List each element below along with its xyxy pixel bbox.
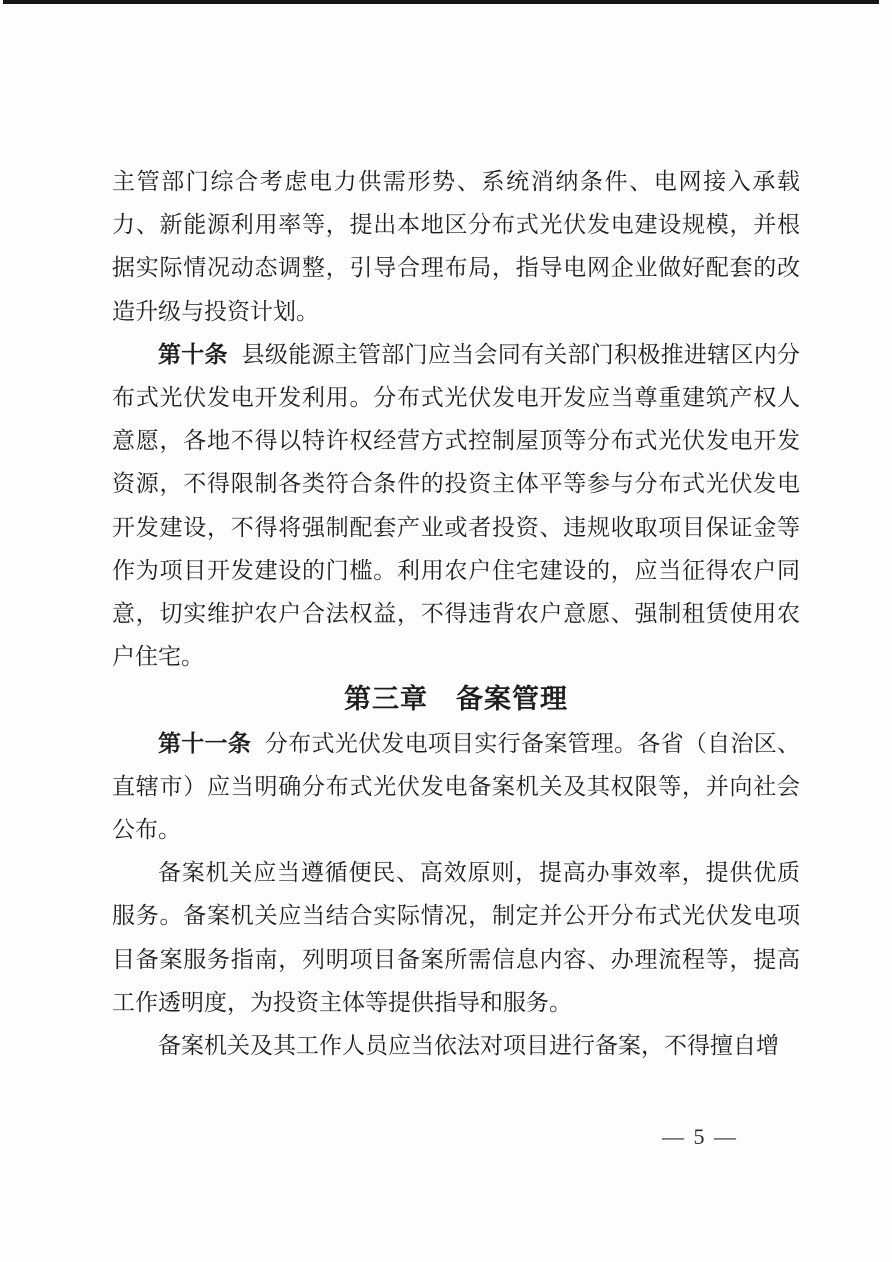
scan-edge-rule: [3, 0, 879, 4]
article-11-number: 第十一条: [158, 730, 252, 756]
article-11-text: 分布式光伏发电项目实行备案管理。各省（自治区、直辖市）应当明确分布式光伏发电备案机关及其权限等，并向社会公布。: [112, 730, 801, 843]
paragraph-continuation: 主管部门综合考虑电力供需形势、系统消纳条件、电网接入承载力、新能源利用率等，提出本地区分布式光伏发电建设规模，并根据实际情况动态调整，引导合理布局，指导电网企业做好配套的改造升级与投资计划。: [112, 169, 800, 324]
article-10-text: 县级能源主管部门应当会同有关部门积极推进辖区内分布式光伏发电开发利用。分布式光伏发电开发应当尊重建筑产权人意愿，各地不得以特许权经营方式控制屋顶等分布式光伏发电开发资源，不得限制各类符合条件的投资主体平等参与分布式光伏发电开发建设，不得将强制配套产业或者投资、违规收取项目保证金等作为项目开发建设的门槛。利用农户住宅建设的，应当征得农户同意，切实维护农户合法权益，不得违背农户意愿、强制租赁使用农户住宅。: [112, 341, 801, 670]
article-10-number: 第十条: [158, 341, 228, 367]
paragraph-article-11: [112, 722, 800, 852]
page-number: — 5 —: [662, 1124, 738, 1149]
paragraph-filing-service: 备案机关应当遵循便民、高效原则，提高办事效率，提供优质服务。备案机关应当结合实际情况，制定并公开分布式光伏发电项目备案服务指南，列明项目备案所需信息内容、办理流程等，提高工作透明度，为投资主体等提供指导和服务。: [112, 860, 800, 1015]
chapter-3-heading: 第三章 备案管理: [344, 684, 568, 715]
paragraph-filing-staff: 备案机关及其工作人员应当依法对项目进行备案，不得擅自增: [158, 1033, 779, 1059]
paragraph-article-10: [112, 333, 800, 679]
document-body: [112, 160, 800, 1067]
